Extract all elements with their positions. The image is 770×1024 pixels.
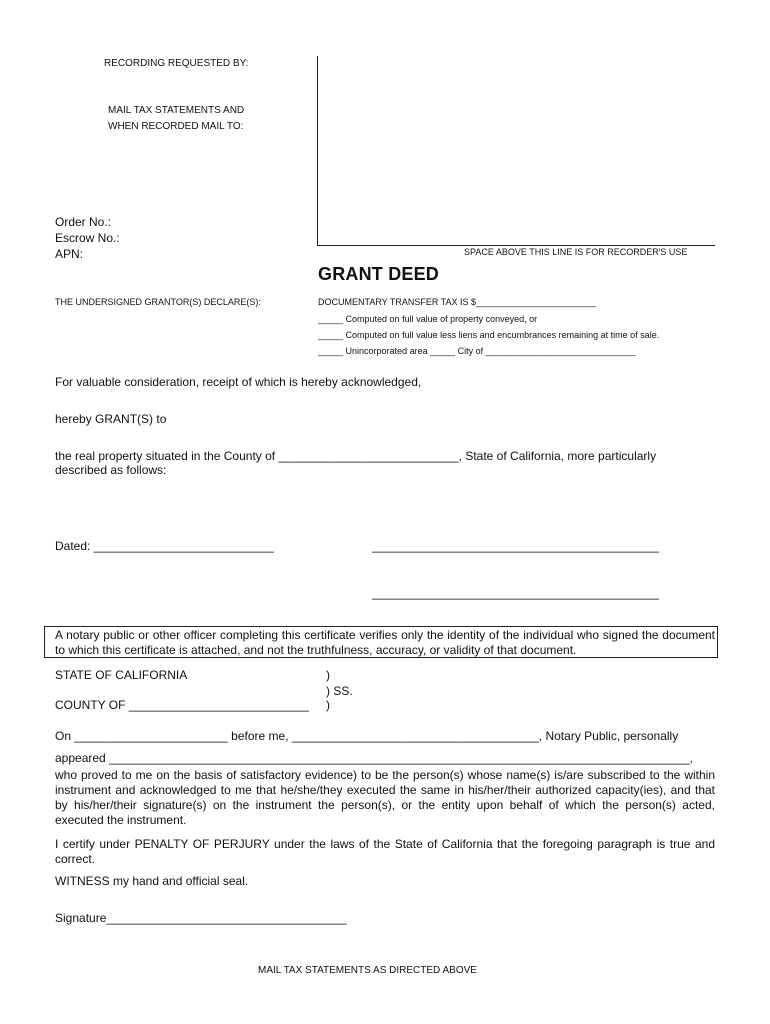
venue-paren-3: ) xyxy=(326,698,330,712)
penalty-perjury-paragraph: I certify under PENALTY OF PERJURY under the laws of the State of California that the foregoing paragraph is true and correct. xyxy=(55,837,715,866)
apn-label: APN: xyxy=(55,247,84,261)
property-text-line1: the real property situated in the County of ___________________________, State of California, more particularly xyxy=(55,449,657,463)
transfer-tax-option-full-value: _____ Computed on full value of property conveyed, or xyxy=(318,314,538,324)
mail-tax-label-line1: MAIL TAX STATEMENTS AND xyxy=(108,105,245,116)
notary-notice-text: A notary public or other officer completing this certificate verifies only the identity of the individual who signed the document to which this certificate is attached, and not the truthfulness, accuracy, or validity of that document. xyxy=(55,628,715,657)
transfer-tax-option-area: _____ Unincorporated area _____ City of ______________________________ xyxy=(318,346,636,356)
transfer-tax-heading: DOCUMENTARY TRANSFER TAX IS $________________________ xyxy=(318,297,597,307)
mail-tax-label-line2: WHEN RECORDED MAIL TO: xyxy=(108,121,244,132)
footer-mail-tax-note: MAIL TAX STATEMENTS AS DIRECTED ABOVE xyxy=(258,965,477,976)
recording-requested-label: RECORDING REQUESTED BY: xyxy=(104,58,249,69)
recorder-use-note: SPACE ABOVE THIS LINE IS FOR RECORDER'S USE xyxy=(464,247,688,257)
state-label: STATE OF CALIFORNIA xyxy=(55,668,188,682)
grantor-declare-label: THE UNDERSIGNED GRANTOR(S) DECLARE(S): xyxy=(55,297,261,307)
property-text-line2: described as follows: xyxy=(55,463,167,477)
grantor-signature-line-2: ___________________________________________ xyxy=(372,586,659,600)
notary-appeared-line: appeared _______________________________________________________________________________________, xyxy=(55,751,694,765)
consideration-text: For valuable consideration, receipt of which is hereby acknowledged, xyxy=(55,375,422,389)
county-field: COUNTY OF ___________________________ xyxy=(55,698,309,712)
notary-proved-paragraph: who proved to me on the basis of satisfactory evidence) to be the person(s) whose name(s) is/are subscribed to the within instrument and acknowledged to me that he/she/they executed the same in his/her/their authorized capacity(ies), and that by his/her/their signature(s) on the instrument the person(s), or the entity upon behalf of which the person(s) acted, executed the instrument. xyxy=(55,768,715,827)
venue-ss: ) SS. xyxy=(326,684,353,698)
grantor-signature-line-1: ___________________________________________ xyxy=(372,539,659,553)
page-title: GRANT DEED xyxy=(318,264,440,284)
recorder-vertical-divider xyxy=(317,56,318,246)
grants-to-text: hereby GRANT(S) to xyxy=(55,412,167,426)
recorder-horizontal-divider xyxy=(317,245,715,246)
dated-field: Dated: ___________________________ xyxy=(55,539,274,553)
notary-signature-line: Signature____________________________________ xyxy=(55,911,347,925)
order-no-label: Order No.: xyxy=(55,215,112,229)
escrow-no-label: Escrow No.: xyxy=(55,231,120,245)
venue-paren-1: ) xyxy=(326,668,330,682)
transfer-tax-option-less-liens: _____ Computed on full value less liens and encumbrances remaining at time of sale. xyxy=(318,330,660,340)
witness-text: WITNESS my hand and official seal. xyxy=(55,874,249,888)
notary-on-line: On _______________________ before me, _____________________________________, Notary Public, personally xyxy=(55,729,679,743)
